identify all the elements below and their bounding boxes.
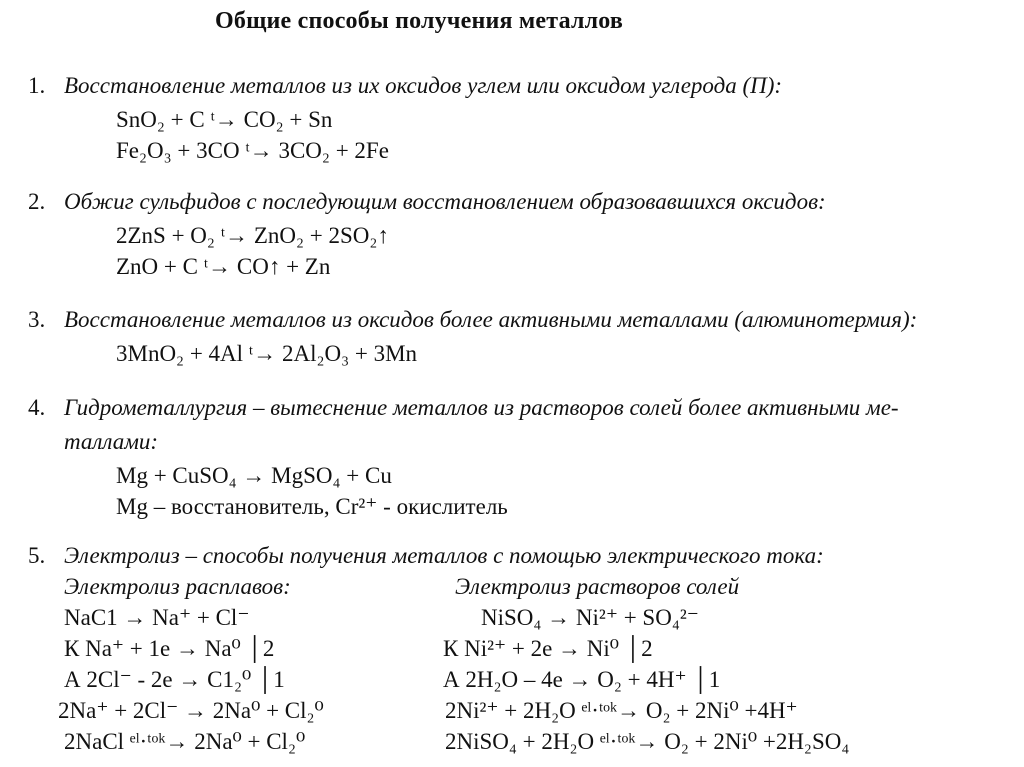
equation: SnO₂ + C ᵗ→ CO₂ + Sn xyxy=(116,107,333,132)
equation: ZnO + C ᵗ→ CO↑ + Zn xyxy=(116,254,331,279)
column-title: Электролиз расплавов: xyxy=(64,574,291,599)
equation: Mg + CuSO₄ → MgSO₄ + Cu xyxy=(116,463,392,488)
equation: А 2H₂O – 4e → O₂ + 4H⁺ │1 xyxy=(443,667,721,692)
equation: NaC1 → Na⁺ + Cl⁻ xyxy=(64,605,250,630)
equation: Fe₂O₃ + 3CO ᵗ→ 3CO₂ + 2Fe xyxy=(116,138,389,163)
equation: К Ni²⁺ + 2e → Ni⁰ │2 xyxy=(443,636,653,661)
section-4 xyxy=(28,392,899,522)
section-number: 2. xyxy=(28,189,46,214)
equation: А 2Cl⁻ - 2e → C1₂⁰ │1 xyxy=(64,667,285,692)
equation: К Na⁺ + 1e → Na⁰ │2 xyxy=(64,636,275,661)
equation: 2Na⁺ + 2Cl⁻ → 2Na⁰ + Cl₂⁰ xyxy=(58,698,324,723)
section-5 xyxy=(28,540,824,574)
section-number: 1. xyxy=(28,73,46,98)
equation: Mg – восстановитель, Cr²⁺ - окислитель xyxy=(116,494,508,519)
equation: 2NiSO₄ + 2H₂O ᵉˡ·ᵗᵒᵏ→ O₂ + 2Ni⁰ +2H₂SO₄ xyxy=(445,729,850,754)
section-heading: Гидрометаллургия – вытеснение металлов из растворов солей более активными ме- xyxy=(64,395,899,420)
section-heading-continuation: таллами: xyxy=(64,429,159,454)
section-2 xyxy=(28,186,826,282)
section-heading: Восстановление металлов из их оксидов углем или оксидом углерода (П): xyxy=(64,73,783,98)
column-title: Электролиз растворов солей xyxy=(455,574,740,599)
section-heading: Электролиз – способы получения металлов с помощью электрического тока: xyxy=(64,543,824,568)
equation: 2ZnS + O₂ ᵗ→ ZnO₂ + 2SO₂↑ xyxy=(116,223,389,248)
page-title: Общие способы получения металлов xyxy=(215,8,624,34)
equation: 2NaCl ᵉˡ·ᵗᵒᵏ→ 2Na⁰ + Cl₂⁰ xyxy=(64,729,306,754)
section-1 xyxy=(28,70,782,166)
equation: NiSO₄ → Ni²⁺ + SO₄²⁻ xyxy=(481,605,699,630)
equation: 2Ni²⁺ + 2H₂O ᵉˡ·ᵗᵒᵏ→ O₂ + 2Ni⁰ +4H⁺ xyxy=(445,698,798,723)
section-heading: Восстановление металлов из оксидов более активными металлами (алюминотермия): xyxy=(64,307,918,332)
section-number: 4. xyxy=(28,395,46,420)
section-3 xyxy=(28,304,917,369)
section-number: 5. xyxy=(28,543,46,568)
electrolysis-melts-column xyxy=(58,571,324,757)
electrolysis-solutions-column xyxy=(443,571,850,757)
section-heading: Обжиг сульфидов с последующим восстановлением образовавшихся оксидов: xyxy=(64,189,826,214)
section-number: 3. xyxy=(28,307,46,332)
equation: 3MnO₂ + 4Al ᵗ→ 2Al₂O₃ + 3Mn xyxy=(116,341,418,366)
